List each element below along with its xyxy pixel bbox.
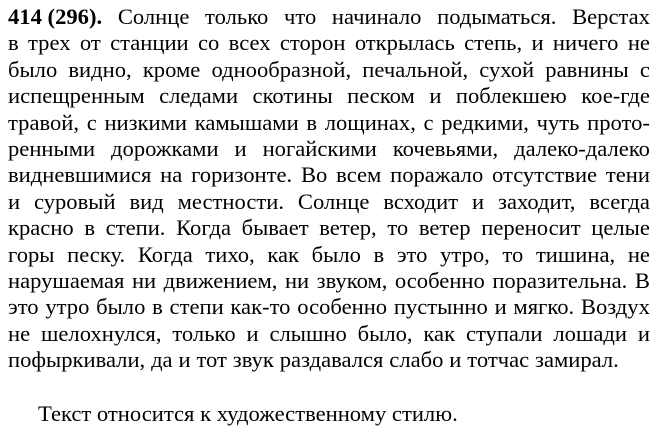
word: тишина, — [535, 241, 616, 267]
word: печальной, — [362, 56, 469, 82]
word: кое-где — [581, 83, 650, 109]
word: сухой — [479, 56, 535, 82]
word: тихо, — [205, 241, 255, 267]
word: испещренным — [8, 83, 145, 109]
word: поблекшею — [455, 83, 567, 109]
word: Солнце — [297, 188, 370, 214]
word: отсутствие — [492, 162, 598, 188]
text-line — [8, 136, 650, 162]
word: да — [151, 347, 173, 373]
word: с — [86, 109, 97, 135]
word: Верстах — [572, 4, 650, 29]
word: особенно — [394, 267, 485, 293]
word: ветер, — [319, 215, 377, 241]
word: открылась — [354, 30, 455, 56]
text-line — [8, 268, 650, 294]
exercise-text — [8, 4, 650, 373]
word: утро — [45, 294, 90, 320]
word: в — [84, 215, 96, 241]
word: пустынно — [393, 294, 488, 320]
text-line — [8, 215, 650, 241]
word: и — [246, 320, 259, 346]
word: с — [639, 56, 650, 82]
word: бывает — [241, 215, 309, 241]
word: было — [311, 241, 361, 267]
word: с — [423, 109, 434, 135]
word: В — [634, 267, 650, 293]
style-conclusion: Текст относится к художественному стилю. — [38, 401, 458, 426]
word: подыматься. — [437, 4, 557, 29]
word: местности. — [177, 188, 284, 214]
text-line — [8, 162, 650, 188]
text-line — [8, 57, 650, 83]
word: и — [472, 188, 485, 214]
word: не — [8, 320, 31, 346]
word: в — [306, 109, 318, 135]
word: целые — [591, 215, 650, 241]
word: как — [423, 320, 456, 346]
word: лошади — [553, 320, 627, 346]
word: всех — [228, 30, 271, 56]
word: видно, — [68, 56, 132, 82]
word: ветер — [418, 215, 471, 241]
word: песком — [347, 83, 415, 109]
word: особенно — [297, 294, 388, 320]
word: песку. — [67, 241, 126, 267]
word: степи — [169, 294, 224, 320]
word: движением, — [163, 267, 278, 293]
word: ни — [131, 267, 157, 293]
word: утро, — [440, 241, 490, 267]
word: поражало — [390, 162, 484, 188]
word: всегда — [589, 188, 650, 214]
word: только — [172, 320, 236, 346]
word: в — [373, 241, 385, 267]
word: лощинах, — [324, 109, 416, 135]
word: и — [8, 188, 21, 214]
word: начинало — [331, 4, 422, 29]
word: красно — [8, 215, 74, 241]
word: замирал. — [535, 347, 619, 373]
word: тот — [196, 347, 227, 373]
text-line — [8, 30, 650, 56]
word: было — [96, 294, 146, 320]
word: чуть — [536, 109, 580, 135]
text-line-first — [8, 4, 650, 30]
word: видневшимися — [8, 162, 152, 188]
word: ни — [284, 267, 310, 293]
word: Воздух — [580, 294, 650, 320]
word: ренными — [8, 135, 96, 161]
word: горы — [8, 241, 55, 267]
word: то — [387, 215, 409, 241]
word: станции — [110, 30, 189, 56]
word: только — [205, 4, 269, 29]
word: сторон — [279, 30, 346, 56]
word: ничего — [552, 30, 619, 56]
word: равнины — [545, 56, 629, 82]
text-line — [8, 110, 650, 136]
word: поразительна. — [492, 267, 628, 293]
word: следами — [159, 83, 239, 109]
word: звук — [232, 347, 274, 373]
word: и — [494, 294, 507, 320]
text-line — [8, 83, 650, 109]
word: Солнце — [117, 4, 190, 29]
word: со — [197, 30, 220, 56]
word: и — [531, 30, 544, 56]
word: и — [429, 83, 442, 109]
word: Когда — [176, 215, 231, 241]
word: на — [160, 162, 183, 188]
word: далеко-далеко — [514, 135, 650, 161]
word: Во — [300, 162, 328, 188]
text-line — [8, 189, 650, 215]
word: в — [152, 294, 163, 320]
word: всходит — [383, 188, 459, 214]
word: степь, — [464, 30, 523, 56]
word: это — [8, 294, 39, 320]
word: прото- — [587, 109, 650, 135]
word: горизонте. — [191, 162, 293, 188]
word: мягко. — [513, 294, 575, 320]
word: кроме — [142, 56, 201, 82]
word: было, — [357, 320, 413, 346]
word: слабо — [389, 347, 444, 373]
word: однообразной, — [211, 56, 352, 82]
word: редкими, — [441, 109, 529, 135]
word: скотины — [252, 83, 333, 109]
word: суровый — [33, 188, 116, 214]
word: что — [284, 4, 317, 29]
word: тотчас — [467, 347, 530, 373]
word: степи. — [105, 215, 166, 241]
word: тени — [605, 162, 650, 188]
text-line — [8, 242, 650, 268]
exercise-number: 414 (296). — [8, 4, 103, 29]
word: травой, — [8, 109, 80, 135]
word: дорожками — [111, 135, 219, 161]
word: не — [627, 241, 650, 267]
text-line-last — [8, 347, 650, 373]
word: и — [637, 320, 650, 346]
word: шелохнулся, — [41, 320, 162, 346]
word: звуком, — [316, 267, 388, 293]
word: ногайскими — [262, 135, 377, 161]
word: пофыркивали, — [8, 347, 146, 373]
word: это — [396, 241, 428, 267]
word: нарушаемая — [8, 267, 125, 293]
word: не — [627, 30, 650, 56]
word: заходит, — [498, 188, 576, 214]
word: и — [234, 135, 247, 161]
word: Когда — [137, 241, 193, 267]
word: низкими — [104, 109, 188, 135]
word: и — [178, 347, 191, 373]
word: в — [8, 30, 19, 56]
text-line — [8, 294, 650, 320]
word: как — [267, 241, 300, 267]
word: кочевьями, — [392, 135, 499, 161]
word: от — [79, 30, 101, 56]
word: и — [449, 347, 462, 373]
word: то — [502, 241, 524, 267]
word: как-то — [230, 294, 291, 320]
word: трех — [28, 30, 71, 56]
word: камышами — [194, 109, 299, 135]
word: было — [8, 56, 58, 82]
word: вид — [129, 188, 164, 214]
text-line — [8, 321, 650, 347]
word: ступали — [465, 320, 543, 346]
word: переносит — [481, 215, 581, 241]
word: всем — [336, 162, 382, 188]
word: слышно — [269, 320, 347, 346]
word: раздавался — [279, 347, 384, 373]
